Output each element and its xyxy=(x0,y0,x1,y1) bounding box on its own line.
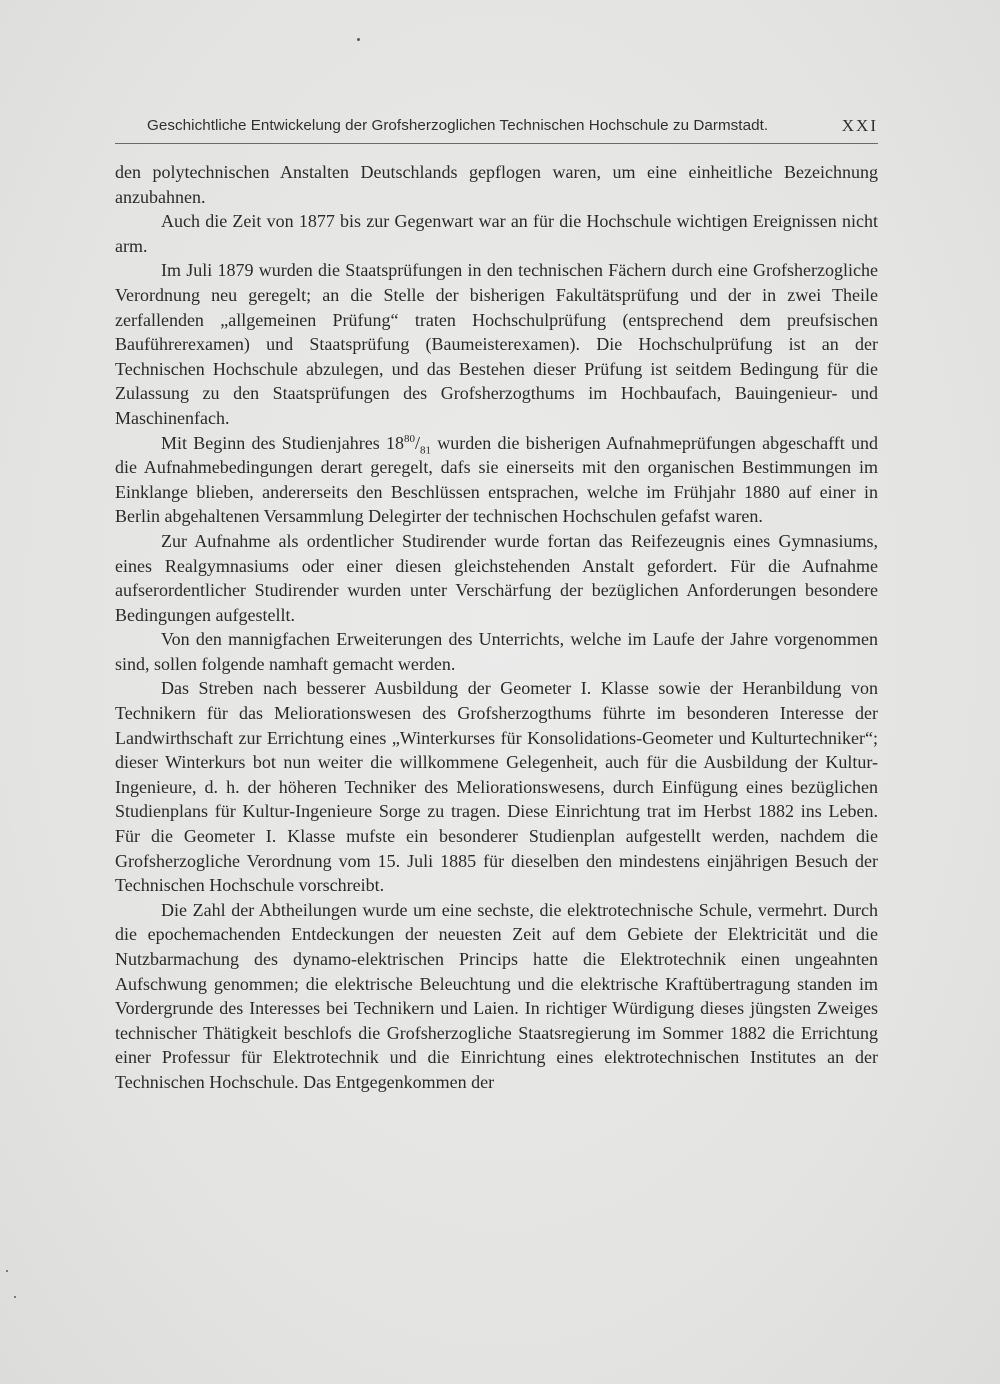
paragraph-continuation: den polytechnischen Anstalten Deutschlands gepflogen waren, um eine einheitliche Bezeichnung anzubahnen. xyxy=(115,162,878,207)
paragraph-ordentlicher-studirender: Zur Aufnahme als ordentlicher Studirender wurde fortan das Reifezeugnis eines Gymnasiums, eines Realgymnasiums oder einer diesen gleichstehenden Anstalt gefordert. Für die Aufnahme aufserordentlicher Studirender wurden unter Verschärfung der bezüglichen Anforderungen besondere Bedingungen aufgestellt. xyxy=(115,530,878,625)
year-fraction-denominator: 81 xyxy=(419,444,431,457)
paragraph-1877: Auch die Zeit von 1877 bis zur Gegenwart war an für die Hochschule wichtigen Ereignissen nicht arm. xyxy=(115,211,878,256)
header-rule xyxy=(115,143,878,144)
year-fraction-slash: / xyxy=(414,432,420,453)
year-fraction-numerator: 80 xyxy=(403,432,415,445)
body-text xyxy=(115,160,878,1095)
running-title: Geschichtliche Entwickelung der Grofsherzoglichen Technischen Hochschule zu Darmstadt. xyxy=(147,117,769,134)
paragraph-aufnahme-text-start: Mit Beginn des Studienjahres 18 xyxy=(161,432,404,453)
paragraph-staatspruefungen: Im Juli 1879 wurden die Staatsprüfungen in den technischen Fächern durch eine Grofsherzogliche Verordnung neu geregelt; an die Stelle der bisherigen Fakultätsprüfung und der in zwei Theile zerfallenden „allgemeinen Prüfung“ traten Hochschulprüfung (entsprechend dem preufsischen Bauführerexamen) und Staatsprüfung (Baumeisterexamen). Die Hochschulprüfung ist an der Technischen Hochschule abzulegen, und das Bestehen dieser Prüfung ist seitdem Bedingung für die Zulassung zu den Staatsprüfungen des Grofsherzogthums im Hochbaufach, Bauingenieur- und Maschinenfach. xyxy=(115,260,878,428)
paragraph-aufnahme-text-end: wurden die bisherigen Aufnahmeprüfungen abgeschafft und die Aufnahmebedingungen derart geregelt, dafs sie einerseits mit den organischen Bestimmungen im Einklange blieben, andererseits den Beschlüssen entsprachen, welche im Frühjahr 1880 auf einer in Berlin abgehaltenen Versammlung Delegirter der technischen Hochschulen gefafst waren. xyxy=(115,432,878,527)
paragraph-elektrotechnik: Die Zahl der Abtheilungen wurde um eine sechste, die elektrotechnische Schule, vermehrt. Durch die epochemachenden Entdeckungen der neuesten Zeit auf dem Gebiete der Elektricität und die Nutzbarmachung des dynamo-elektrischen Princips hatte die Elektrotechnik einen ungeahnten Aufschwung genommen; die elektrische Beleuchtung und die elektrische Kraftübertragung standen im Vordergrunde des Interesses bei Technikern und Laien. In richtiger Würdigung dieses jüngsten Zweiges technischer Thätigkeit beschlofs die Grofsherzogliche Staatsregierung im Sommer 1882 die Errichtung einer Professur für Elektrotechnik und die Einrichtung eines elektrotechnischen Institutes an der Technischen Hochschule. Das Entgegenkommen der xyxy=(115,899,878,1092)
print-speck xyxy=(357,38,360,41)
print-speck xyxy=(14,1296,16,1298)
paragraph-geometer: Das Streben nach besserer Ausbildung der Geometer I. Klasse sowie der Heranbildung von Technikern für das Meliorationswesen des Grofsherzogthums führte im besonderen Interesse der Landwirthschaft zur Errichtung eines „Winterkurses für Konsolidations-Geometer und Kulturtechniker“; dieser Winterkurs bot nun weiter die willkommene Gelegenheit, auch für die Ausbildung der Kultur-Ingenieure, d. h. der höheren Techniker des Meliorationswesens, durch Einfügung eines bezüglichen Studienplans für Kultur-Ingenieure Sorge zu tragen. Diese Einrichtung trat im Herbst 1882 ins Leben. Für die Geometer I. Klasse mufste ein besonderer Studienplan aufgestellt werden, nachdem die Grofsherzogliche Verordnung vom 15. Juli 1885 für dieselben den mindestens einjährigen Besuch der Technischen Hochschule vorschreibt. xyxy=(115,678,878,896)
running-header xyxy=(115,117,878,141)
paragraph-erweiterungen: Von den mannigfachen Erweiterungen des Unterrichts, welche im Laufe der Jahre vorgenommen sind, sollen folgende namhaft gemacht werden. xyxy=(115,629,878,674)
print-speck xyxy=(6,1270,8,1272)
page-number: XXI xyxy=(841,116,878,135)
paragraph-aufnahmepruefungen xyxy=(115,431,878,529)
